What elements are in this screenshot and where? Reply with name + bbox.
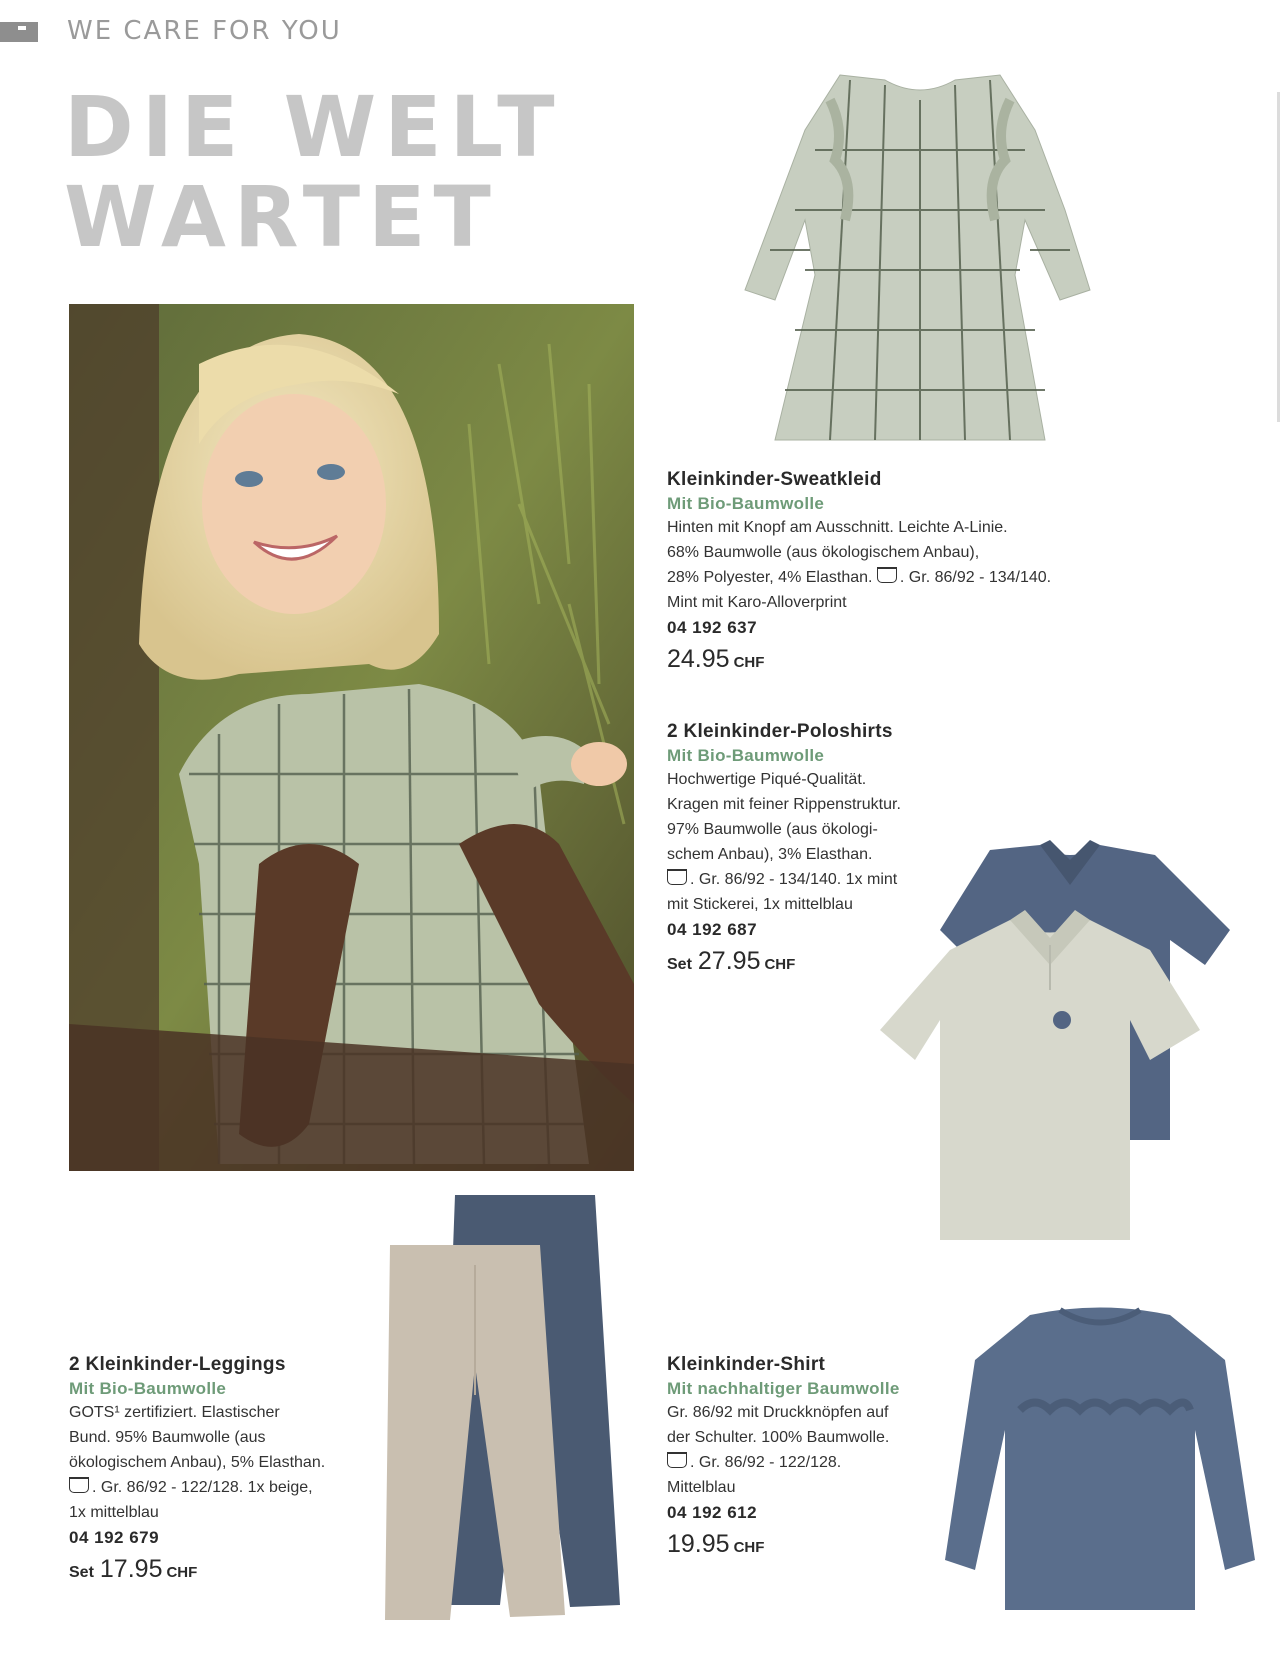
desc-line: 68% Baumwolle (aus ökologischem Anbau), — [667, 544, 980, 561]
desc-line: Gr. 86/92 mit Druckknöpfen auf — [667, 1404, 889, 1421]
desc-line: ökologischem Anbau), 5% Elasthan. — [69, 1454, 326, 1471]
price: Set 27.95 CHF — [667, 947, 796, 975]
product-subtitle: Mit nachhaltiger Baumwolle — [667, 1379, 900, 1398]
product-shirt — [667, 1353, 900, 1559]
desc-line: der Schulter. 100% Baumwolle. — [667, 1429, 890, 1446]
wash-care-icon — [69, 1477, 89, 1493]
desc-line: GOTS¹ zertifiziert. Elastischer — [69, 1404, 280, 1421]
wash-care-icon — [667, 1452, 687, 1468]
wash-care-icon — [667, 869, 687, 885]
article-number: 04 192 679 — [69, 1528, 160, 1547]
price: 19.95 CHF — [667, 1530, 765, 1558]
desc-line: Hinten mit Knopf am Ausschnitt. Leichte A-Linie. — [667, 519, 1008, 536]
section-tab — [0, 22, 38, 42]
price: Set 17.95 CHF — [69, 1555, 198, 1583]
leggings-image — [380, 1195, 655, 1625]
desc-line: Mint mit Karo-Alloverprint — [667, 594, 847, 611]
product-name: 2 Kleinkinder-Poloshirts — [667, 721, 893, 742]
dress-image — [735, 60, 1105, 455]
desc-line: Mittelblau — [667, 1479, 736, 1496]
product-name: Kleinkinder-Sweatkleid — [667, 469, 882, 490]
product-subtitle: Mit Bio-Baumwolle — [667, 494, 825, 513]
poloshirts-image — [880, 840, 1260, 1240]
desc-line: . Gr. 86/92 - 134/140. 1x mint — [667, 867, 901, 892]
desc-line: mit Stickerei, 1x mittelblau — [667, 896, 853, 913]
headline — [64, 78, 563, 266]
kicker: WE CARE FOR YOU — [67, 16, 342, 46]
product-name: 2 Kleinkinder-Leggings — [69, 1354, 286, 1375]
desc-line: Kragen mit feiner Rippenstruktur. — [667, 796, 901, 813]
desc-line: . Gr. 86/92 - 122/128. — [667, 1450, 900, 1475]
desc-line: 1x mittelblau — [69, 1504, 159, 1521]
shirt-image — [935, 1300, 1265, 1620]
desc-line: . Gr. 86/92 - 122/128. 1x beige, — [69, 1475, 325, 1500]
wash-care-icon — [877, 567, 897, 583]
product-dress — [667, 468, 1051, 674]
product-description — [667, 767, 901, 917]
headline-line-2: WARTET — [64, 168, 499, 266]
desc-line: Bund. 95% Baumwolle (aus — [69, 1429, 266, 1446]
desc-line: 28% Polyester, 4% Elasthan. . Gr. 86/92 - 134/140. — [667, 569, 1052, 586]
article-number: 04 192 612 — [667, 1503, 758, 1522]
product-poloshirts — [667, 720, 901, 976]
product-description — [667, 515, 1051, 615]
article-number: 04 192 637 — [667, 618, 758, 637]
desc-line: 97% Baumwolle (aus ökologi- — [667, 821, 878, 838]
desc-line: schem Anbau), 3% Elasthan. — [667, 846, 873, 863]
product-subtitle: Mit Bio-Baumwolle — [667, 746, 825, 765]
headline-line-1: DIE WELT — [64, 78, 563, 176]
desc-line: Hochwertige Piqué-Qualität. — [667, 771, 867, 788]
product-name: Kleinkinder-Shirt — [667, 1354, 826, 1375]
product-description — [667, 1400, 900, 1500]
product-subtitle: Mit Bio-Baumwolle — [69, 1379, 227, 1398]
product-description — [69, 1400, 325, 1525]
lifestyle-photo — [69, 304, 634, 1171]
price: 24.95 CHF — [667, 645, 765, 673]
article-number: 04 192 687 — [667, 920, 758, 939]
product-leggings — [69, 1353, 325, 1584]
